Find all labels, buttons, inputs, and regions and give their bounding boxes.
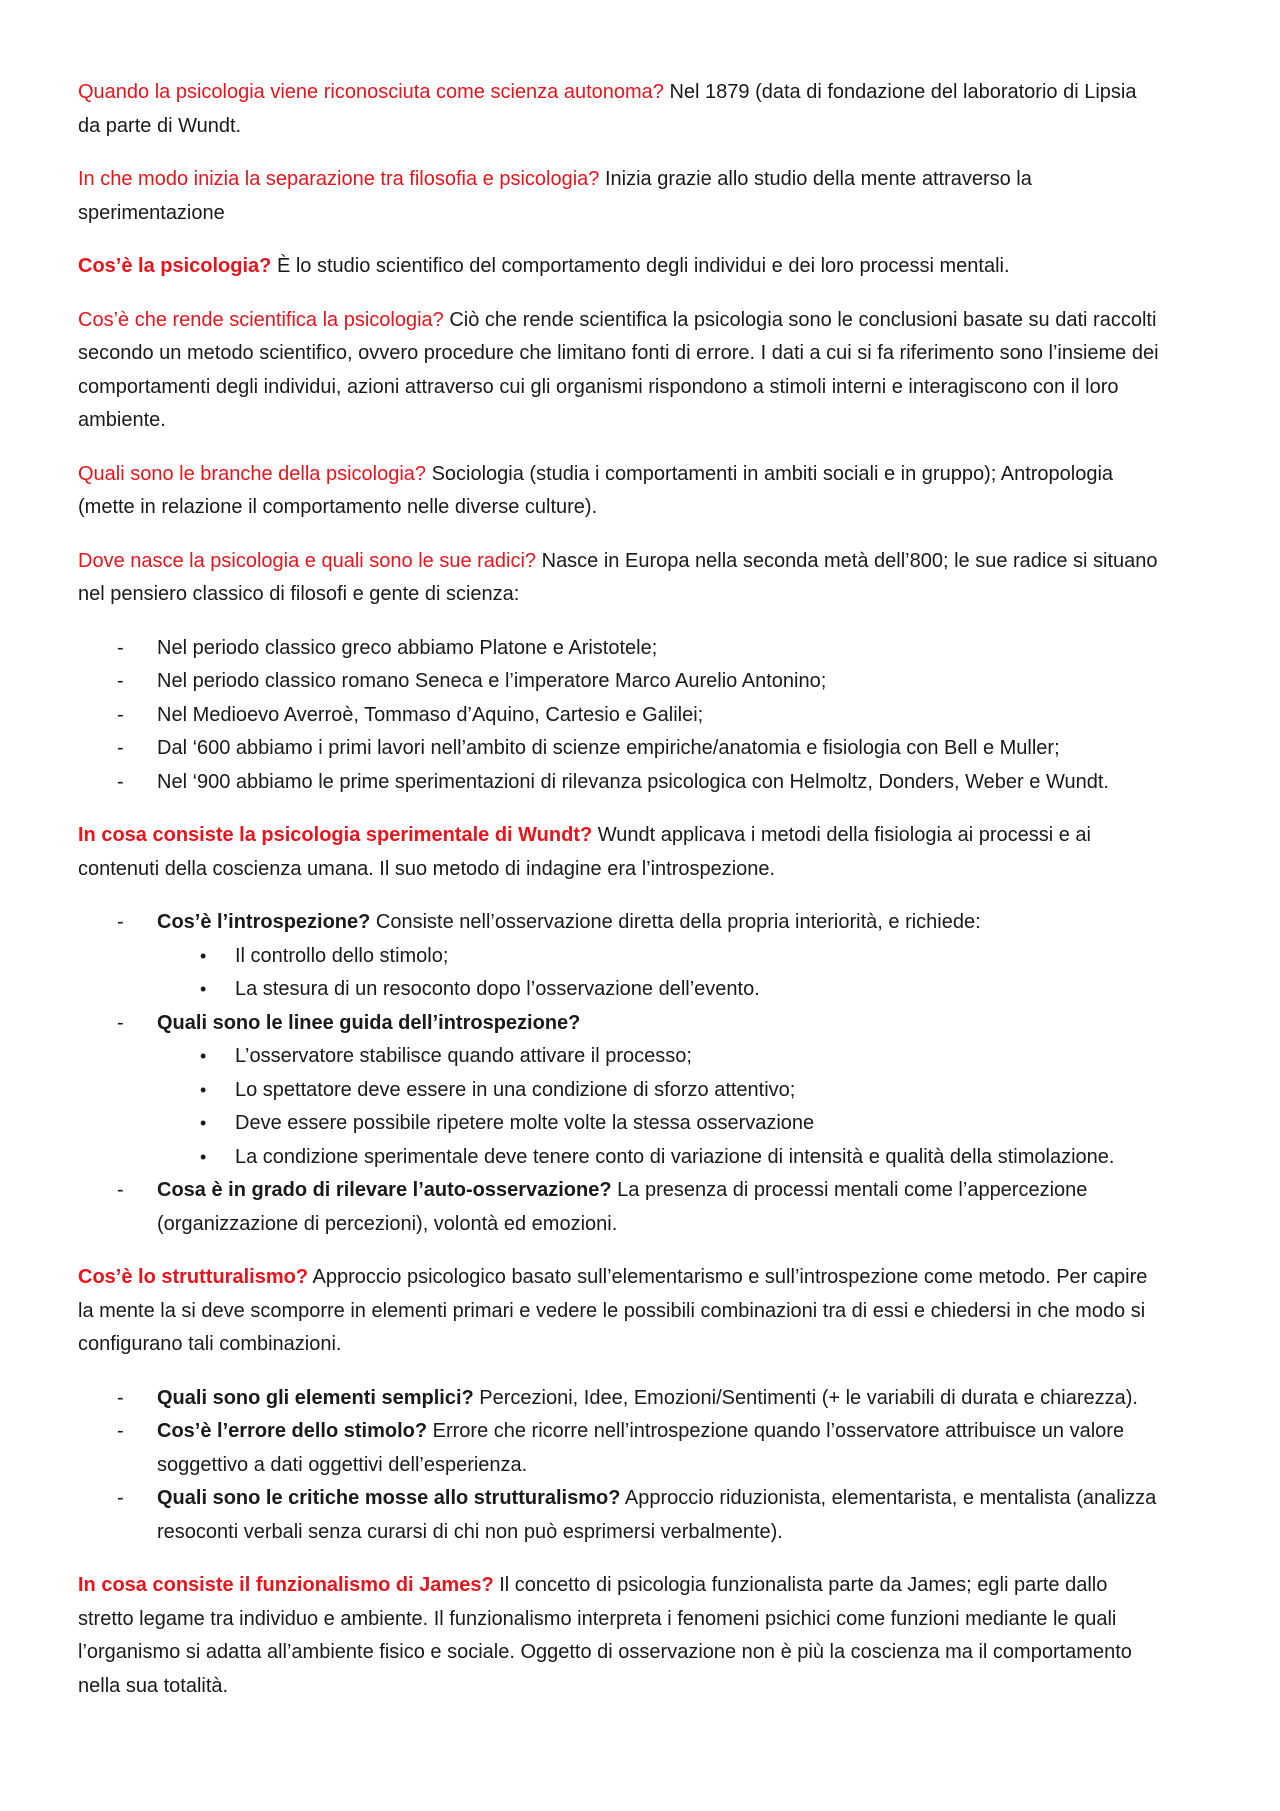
list-item: - Quali sono le linee guida dell’introspezione? • L’osservatore stabilisce quando attivare il processo; • Lo spettatore deve essere in una condizione di sforzo attentivo; • Deve essere possibile ripetere molte volte la stessa osservazione • La condizione sperimentale deve tenere conto di variazione di intensità e qualità della stimolazione.	[78, 1007, 1162, 1175]
dot-bullet: •	[200, 1113, 207, 1133]
list-item: - Cos’è l’errore dello stimolo? Errore che ricorre nell’introspezione quando l’osservatore attribuisce un valore soggettivo a dati oggettivi dell’esperienza.	[78, 1415, 1162, 1482]
question: Dove nasce la psicologia e quali sono le sue radici?	[78, 549, 537, 572]
dot-bullet: •	[200, 979, 207, 999]
list-item: - Nel periodo classico greco abbiamo Platone e Aristotele;	[78, 632, 1162, 666]
sub-list-item: • La stesura di un resoconto dopo l’osservazione dell’evento.	[78, 973, 1162, 1007]
question: In cosa consiste la psicologia sperimentale di Wundt?	[78, 824, 593, 846]
answer: Inizia grazie allo studio della mente attraverso la sperimentazione	[78, 168, 1032, 224]
introspection-list	[78, 906, 1162, 1241]
dash-bullet: -	[117, 1487, 124, 1509]
roots-list	[78, 632, 1162, 800]
dash-bullet: -	[117, 636, 124, 659]
list-item: - Quali sono le critiche mosse allo strutturalismo? Approccio riduzionista, elementarista, e mentalista (analizza resoconti verbali senza curarsi di chi non può esprimersi verbalmente).	[78, 1482, 1162, 1549]
answer: Sociologia (studia i comportamenti in ambiti sociali e in gruppo); Antropologia (mette in relazione il comportamento nelle diverse culture).	[78, 462, 1114, 518]
paragraph-branches	[78, 458, 1162, 525]
dash-bullet: -	[117, 770, 124, 793]
dash-bullet: -	[117, 1011, 124, 1034]
dash-bullet: -	[117, 1420, 124, 1442]
answer: Nasce in Europa nella seconda metà dell’800; le sue radice si situano nel pensiero classico di filosofi e gente di scienza:	[78, 549, 1158, 605]
sub-list-item: • Il controllo dello stimolo;	[78, 940, 1162, 974]
answer: Approccio psicologico basato sull’elementarismo e sull’introspezione come metodo. Per capire la mente la si deve scomporre in elementi primari e vedere le possibili combinazioni tra di essi e chiedersi in che modo si configurano tali combinazioni.	[78, 1266, 1148, 1355]
dash-bullet: -	[117, 1179, 124, 1201]
list-item: - Cosa è in grado di rilevare l’auto-osservazione? La presenza di processi mentali come l’appercezione (organizzazione di percezioni), volontà ed emozioni.	[78, 1174, 1162, 1241]
question: Cos’è lo strutturalismo?	[78, 1266, 309, 1288]
answer: È lo studio scientifico del comportamento degli individui e dei loro processi mentali.	[271, 255, 1010, 277]
sub-list	[157, 940, 1162, 1007]
question: In cosa consiste il funzionalismo di James?	[78, 1574, 494, 1596]
question: Cos’è che rende scientifica la psicologia?	[78, 308, 444, 331]
dot-bullet: •	[200, 945, 207, 966]
question: In che modo inizia la separazione tra filosofia e psicologia?	[78, 168, 600, 190]
dot-bullet: •	[200, 1079, 207, 1100]
dash-bullet: -	[117, 670, 124, 692]
dot-bullet: •	[200, 1146, 207, 1167]
list-item: - Nel periodo classico romano Seneca e l’imperatore Marco Aurelio Antonino;	[78, 665, 1162, 699]
sub-list-item: • La condizione sperimentale deve tenere conto di variazione di intensità e qualità della stimolazione.	[78, 1141, 1162, 1175]
dot-bullet: •	[200, 1046, 207, 1066]
list-item: - Dal ‘600 abbiamo i primi lavori nell’ambito di scienze empiriche/anatomia e fisiologia con Bell e Muller;	[78, 732, 1162, 766]
answer: Nel 1879 (data di fondazione del laboratorio di Lipsia da parte di Wundt.	[78, 81, 1137, 137]
paragraph-scientific	[78, 304, 1162, 438]
answer: Il concetto di psicologia funzionalista parte da James; egli parte dallo stretto legame tra individuo e ambiente. Il funzionalismo interpreta i fenomeni psichici come funzioni mediante le quali l’organismo si adatta all’ambiente fisico e sociale. Oggetto di osservazione non è più la coscienza ma il comportamento nella sua totalità.	[78, 1574, 1132, 1697]
question: Quando la psicologia viene riconosciuta come scienza autonoma?	[78, 81, 664, 103]
question: Cos’è la psicologia?	[78, 255, 272, 277]
list-item: - Nel ‘900 abbiamo le prime sperimentazioni di rilevanza psicologica con Helmoltz, Donders, Weber e Wundt.	[78, 766, 1162, 800]
dash-bullet: -	[117, 1386, 124, 1409]
list-item: - Cos’è l’introspezione? Consiste nell’osservazione diretta della propria interiorità, e richiede: • Il controllo dello stimolo; • La stesura di un resoconto dopo l’osservazione dell’evento.	[78, 906, 1162, 1007]
question: Quali sono le branche della psicologia?	[78, 462, 427, 485]
dash-bullet: -	[117, 737, 124, 759]
sub-list-item: • Lo spettatore deve essere in una condizione di sforzo attentivo;	[78, 1074, 1162, 1108]
sub-list-item: • Deve essere possibile ripetere molte volte la stessa osservazione	[78, 1107, 1162, 1141]
structuralism-list	[78, 1382, 1162, 1550]
paragraph-autonomous-science	[78, 76, 1162, 143]
list-item: - Quali sono gli elementi semplici? Percezioni, Idee, Emozioni/Sentimenti (+ le variabili di durata e chiarezza).	[78, 1382, 1162, 1416]
paragraph-separation	[78, 163, 1162, 230]
sub-list	[157, 1040, 1162, 1174]
paragraph-definition	[78, 250, 1162, 284]
paragraph-origins	[78, 545, 1162, 612]
paragraph-functionalism	[78, 1569, 1162, 1703]
paragraph-structuralism	[78, 1261, 1162, 1362]
answer: Ciò che rende scientifica la psicologia sono le conclusioni basate su dati raccolti secondo un metodo scientifico, ovvero procedure che limitano fonti di errore. I dati a cui si fa riferimento sono l’insieme dei comportamenti degli individui, azioni attraverso cui gli organismi rispondono a stimoli interni e interagiscono con il loro ambiente.	[78, 308, 1159, 431]
list-item: - Nel Medioevo Averroè, Tommaso d’Aquino, Cartesio e Galilei;	[78, 699, 1162, 733]
answer: Wundt applicava i metodi della fisiologia ai processi e ai contenuti della coscienza umana. Il suo metodo di indagine era l’introspezione.	[78, 824, 1091, 880]
sub-list-item: • L’osservatore stabilisce quando attivare il processo;	[78, 1040, 1162, 1074]
dash-bullet: -	[117, 703, 124, 726]
paragraph-wundt	[78, 819, 1162, 886]
dash-bullet: -	[117, 911, 124, 933]
